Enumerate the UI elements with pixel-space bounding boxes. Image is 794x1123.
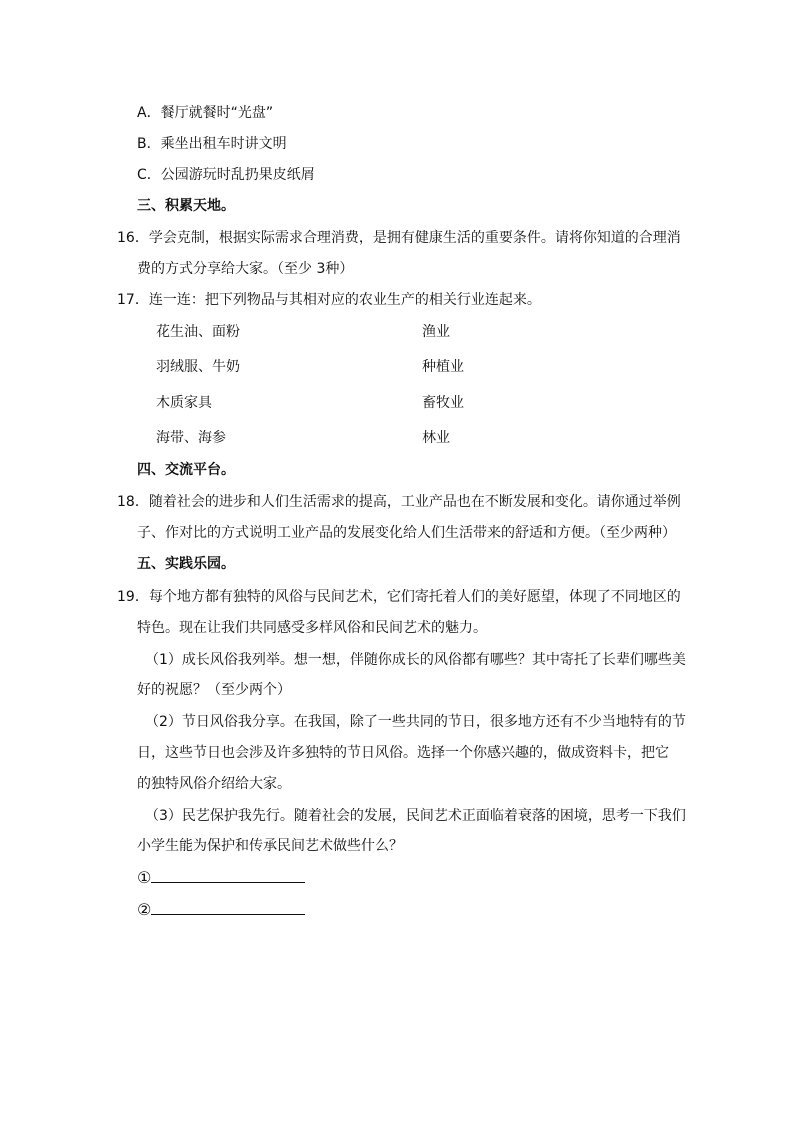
sub-question-1-line-1: （1）成长风俗我列举。想一想，伴随你成长的风俗都有哪些？其中寄托了长辈们哪些美 <box>145 652 686 668</box>
question-18-line-2: 子、作对比的方式说明工业产品的发展变化给人们生活带来的舒适和方便。（至少两种） <box>137 525 676 541</box>
option-a: A．餐厅就餐时“光盘” <box>137 105 274 121</box>
option-b: B．乘坐出租车时讲文明 <box>137 136 287 152</box>
match-right-item: 种植业 <box>422 359 464 375</box>
match-right-item: 畜牧业 <box>422 395 464 411</box>
match-right-item: 渔业 <box>422 324 450 340</box>
match-right-item: 林业 <box>422 430 450 446</box>
sub-question-1-line-2: 好的祝愿？（至少两个） <box>137 682 291 698</box>
match-left-item: 木质家具 <box>156 395 212 411</box>
answer-line[interactable] <box>151 868 305 883</box>
sub-question-2-line-2: 日，这些节日也会涉及许多独特的节日风俗。选择一个你感兴趣的，做成资料卡，把它 <box>137 745 669 761</box>
section-heading-5: 五、实践乐园。 <box>137 556 235 572</box>
question-19-line-2: 特色。现在让我们共同感受多样风俗和民间艺术的魅力。 <box>137 620 487 636</box>
sub-question-3-line-2: 小学生能为保护和传承民间艺术做些什么？ <box>137 838 403 854</box>
match-left-item: 海带、海参 <box>156 430 226 446</box>
question-17-title: 17．连一连：把下列物品与其相对应的农业生产的相关行业连起来。 <box>117 292 541 308</box>
section-heading-3: 三、积累天地。 <box>137 198 235 214</box>
question-16-line-1: 16．学会克制，根据实际需求合理消费，是拥有健康生活的重要条件。请将你知道的合理消 <box>117 230 681 246</box>
answer-line[interactable] <box>151 900 305 915</box>
blank-marker: ① <box>137 868 152 887</box>
answer-blank-1 <box>137 868 305 889</box>
question-16-line-2: 费的方式分享给大家。（至少 3种） <box>137 261 354 277</box>
match-left-item: 羽绒服、牛奶 <box>156 359 240 375</box>
sub-question-2-line-3: 的独特风俗介绍给大家。 <box>137 776 291 792</box>
match-left-item: 花生油、面粉 <box>156 324 240 340</box>
option-c: C．公园游玩时乱扔果皮纸屑 <box>137 167 315 183</box>
question-18-line-1: 18．随着社会的进步和人们生活需求的提高，工业产品也在不断发展和变化。请你通过举例 <box>117 494 681 510</box>
sub-question-2-line-1: （2）节日风俗我分享。在我国，除了一些共同的节日，很多地方还有不少当地特有的节 <box>145 714 686 730</box>
answer-blank-2 <box>137 900 305 921</box>
section-heading-4: 四、交流平台。 <box>137 462 235 478</box>
blank-marker: ② <box>137 900 152 919</box>
sub-question-3-line-1: （3）民艺保护我先行。随着社会的发展，民间艺术正面临着衰落的困境，思考一下我们 <box>145 808 686 824</box>
question-19-line-1: 19．每个地方都有独特的风俗与民间艺术，它们寄托着人们的美好愿望，体现了不同地区的 <box>117 589 681 605</box>
